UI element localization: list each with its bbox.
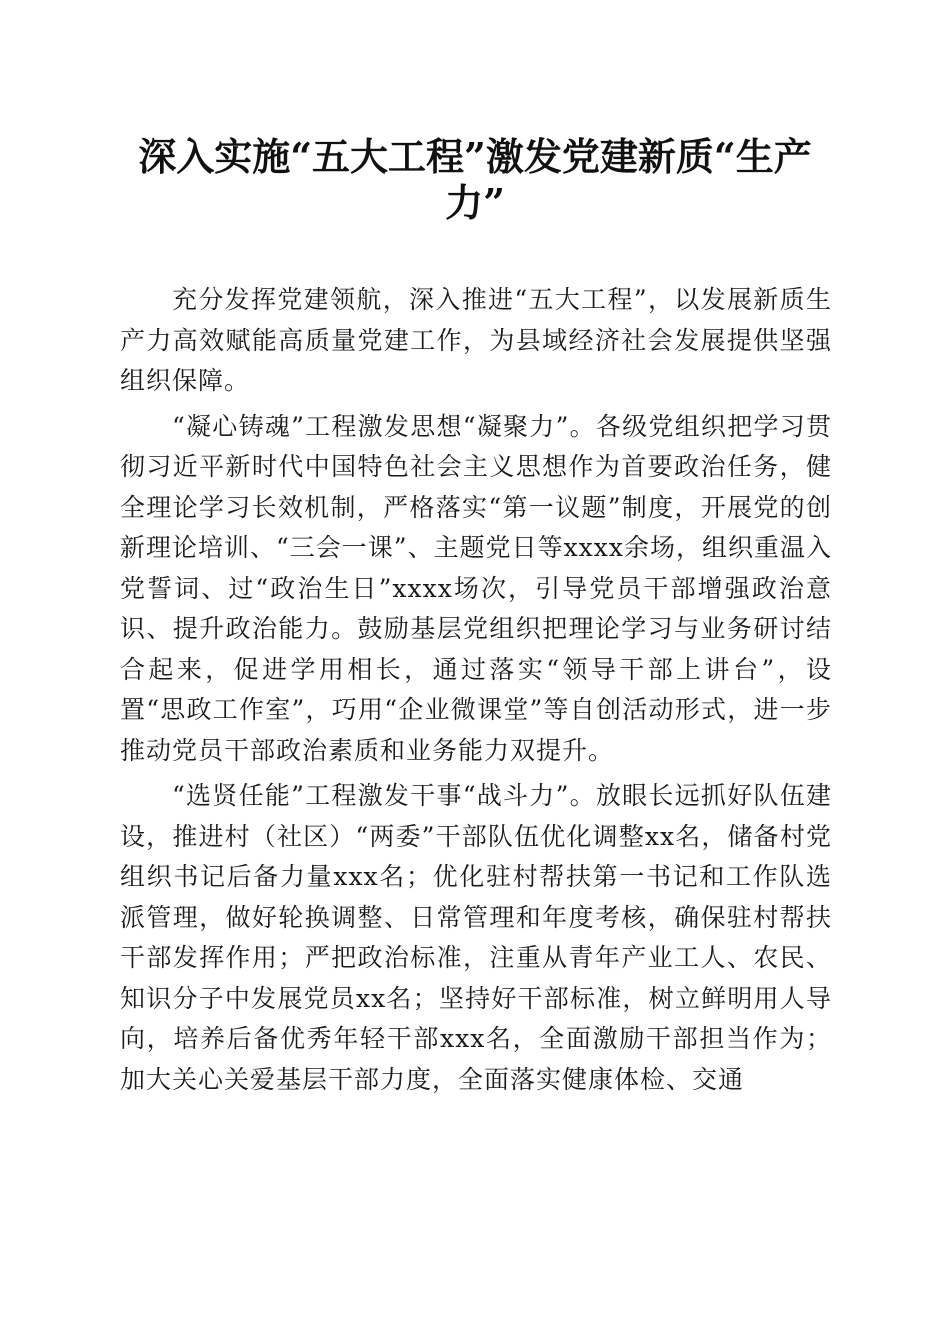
- paragraph-ningxin-zhuhun: “凝心铸魂”工程激发思想“凝聚力”。各级党组织把学习贯彻习近平新时代中国特色社会主义思想作为首要政治任务，健全理论学习长效机制，严格落实“第一议题”制度，开展党的创新理论培训、“三会一课”、主题党日等xxxx余场，组织重温入党誓词、过“政治生日”xxxx场次，引导党员干部增强政治意识、提升政治能力。鼓励基层党组织把理论学习与业务研讨结合起来，促进学用相长，通过落实“领导干部上讲台”，设置“思政工作室”，巧用“企业微课堂”等自创活动形式，进一步推动党员干部政治素质和业务能力双提升。: [120, 411, 832, 765]
- paragraph-intro: 充分发挥党建领航，深入推进“五大工程”，以发展新质生产力高效赋能高质量党建工作，为县域经济社会发展提供坚强组织保障。: [120, 285, 832, 395]
- document-body: [120, 280, 832, 1105]
- document-title: 深入实施“五大工程”激发党建新质“生产力”: [138, 134, 812, 225]
- paragraph-xuanxian-renneng: “选贤任能”工程激发干事“战斗力”。放眼长远抓好队伍建设，推进村（社区）“两委”干部队伍优化调整xx名，储备村党组织书记后备力量xxx名；优化驻村帮扶第一书记和工作队选派管理，做好轮换调整、日常管理和年度考核，确保驻村帮扶干部发挥作用；严把政治标准，注重从青年产业工人、农民、知识分子中发展党员xx名；坚持好干部标准，树立鲜明用人导向，培养后备优秀年轻干部xxx名，全面激励干部担当作为；加大关心关爱基层干部力度，全面落实健康体检、交通: [120, 781, 832, 1094]
